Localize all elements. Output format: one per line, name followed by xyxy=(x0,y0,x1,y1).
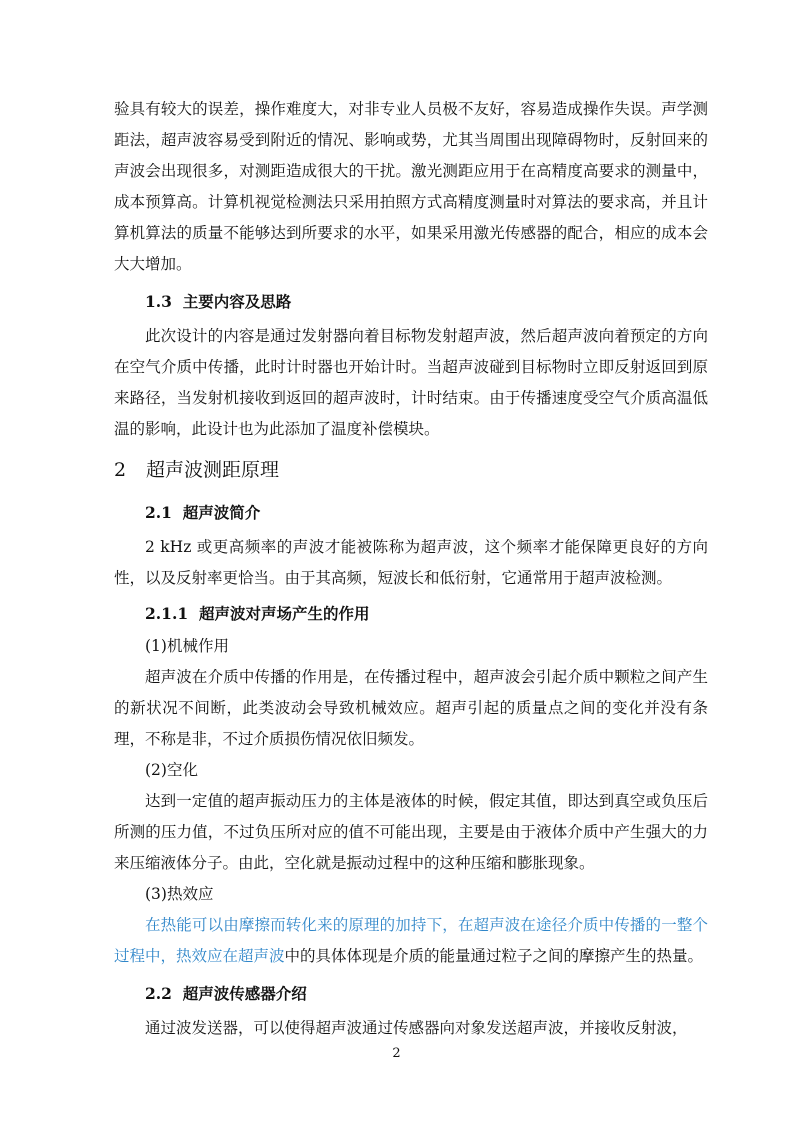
paragraph-6 xyxy=(114,910,708,972)
section-2-1-1-heading xyxy=(114,598,708,629)
section-2-1-heading xyxy=(114,497,708,528)
chapter-2-heading xyxy=(114,453,708,487)
paragraph-3: 2 kHz 或更高频率的声波才能被陈称为超声波，这个频率才能保障更良好的方向性，以及反射率更恰当。由于其高频，短波长和低衍射，它通常用于超声波检测。 xyxy=(114,538,708,587)
section-title: 超声波传感器介绍 xyxy=(182,984,307,1003)
section-number: 2.1.1 xyxy=(145,604,189,623)
list-item-1: (1)机械作用 xyxy=(145,637,229,655)
paragraph-1: 验具有较大的误差，操作难度大，对非专业人员极不友好，容易造成操作失误。声学测距法，超声波容易受到附近的情况、影响或势，尤其当周围出现障碍物时，反射回来的声波会出现很多，对测距造成很大的干扰。激光测距应用于在高精度高要求的测量中，成本预算高。计算机视觉检测法只采用拍照方式高精度测量时对算法的要求高，并且计算机算法的质量不能够达到所要求的水平，如果采用激光传感器的配合，相应的成本会大大增加。 xyxy=(114,100,708,273)
highlighted-text: 在热能可以由摩擦而转化来的原理的加持下，在超声波在途径介质中传播的一整个过程中，热效应在超声波 xyxy=(114,916,708,965)
chapter-number: 2 xyxy=(114,459,127,481)
page-content xyxy=(114,94,708,1044)
paragraph-2: 此次设计的内容是通过发射器向着目标物发射超声波，然后超声波向着预定的方向在空气介质中传播，此时计时器也开始计时。当超声波碰到目标物时立即反射返回到原来路径，当发射机接收到返回的超声波时，计时结束。由于传播速度受空气介质高温低温的影响，此设计也为此添加了温度补偿模块。 xyxy=(114,327,708,438)
section-2-2-heading xyxy=(114,978,708,1009)
paragraph-6-rest: 中的具体体现是介质的能量通过粒子之间的摩擦产生的热量。 xyxy=(284,947,704,965)
section-title: 超声波对声场产生的作用 xyxy=(198,604,370,623)
paragraph-4: 超声波在介质中传播的作用是，在传播过程中，超声波会引起介质中颗粒之间产生的新状况不间断，此类波动会导致机械效应。超声引起的质量点之间的变化并没有条理，不称是非，不过介质损伤情况依旧频发。 xyxy=(114,668,708,748)
section-title: 主要内容及思路 xyxy=(182,292,292,311)
list-item-2: (2)空化 xyxy=(145,761,198,779)
section-number: 1.3 xyxy=(145,292,172,311)
section-number: 2.2 xyxy=(145,984,172,1003)
section-title: 超声波简介 xyxy=(182,503,261,522)
section-1-3-heading xyxy=(114,286,708,317)
chapter-title: 超声波测距原理 xyxy=(146,459,280,481)
paragraph-7: 通过波发送器，可以使得超声波通过传感器向对象发送超声波，并接收反射波， xyxy=(145,1019,688,1037)
section-number: 2.1 xyxy=(145,503,172,522)
page-number: 2 xyxy=(392,1046,401,1061)
list-item-3: (3)热效应 xyxy=(145,885,214,903)
paragraph-5: 达到一定值的超声振动压力的主体是液体的时候，假定其值，即达到真空或负压后所测的压力值，不过负压所对应的值不可能出现，主要是由于液体介质中产生强大的力来压缩液体分子。由此，空化就是振动过程中的这种压缩和膨胀现象。 xyxy=(114,792,708,872)
